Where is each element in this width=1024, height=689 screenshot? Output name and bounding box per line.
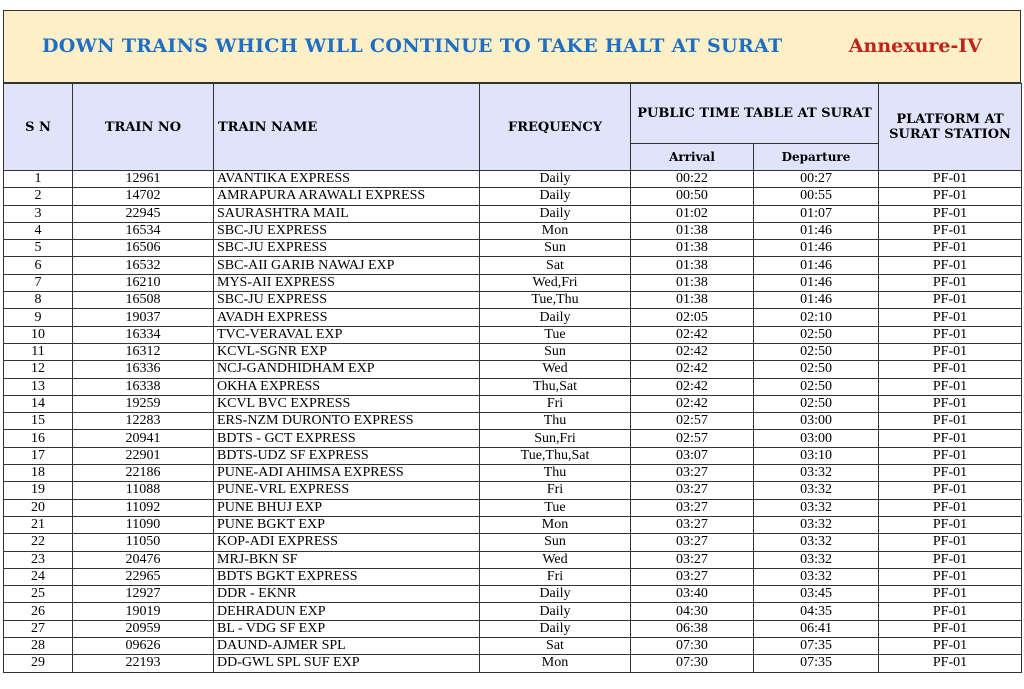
cell-train-no: 22901 [73, 447, 214, 464]
cell-frequency: Sat [480, 257, 631, 274]
cell-train-name: DEHRADUN EXP [214, 603, 480, 620]
cell-train-no: 16534 [73, 222, 214, 239]
table-row [4, 568, 1022, 585]
table-row [4, 378, 1022, 395]
cell-train-name: SAURASHTRA MAIL [214, 205, 480, 222]
cell-departure: 03:32 [754, 516, 879, 533]
table-row [4, 516, 1022, 533]
cell-sn: 25 [4, 586, 73, 603]
table-row [4, 413, 1022, 430]
cell-sn: 27 [4, 620, 73, 637]
cell-departure: 03:32 [754, 568, 879, 585]
cell-arrival: 07:30 [631, 638, 754, 655]
cell-train-name: SBC-JU EXPRESS [214, 240, 480, 257]
cell-train-name: PUNE-ADI AHIMSA EXPRESS [214, 465, 480, 482]
cell-sn: 2 [4, 188, 73, 205]
cell-frequency: Tue,Thu,Sat [480, 447, 631, 464]
cell-train-no: 12961 [73, 171, 214, 188]
cell-arrival: 06:38 [631, 620, 754, 637]
cell-frequency: Thu [480, 465, 631, 482]
cell-train-no: 16334 [73, 326, 214, 343]
cell-platform: PF-01 [879, 326, 1022, 343]
cell-platform: PF-01 [879, 222, 1022, 239]
cell-train-no: 12283 [73, 413, 214, 430]
table-row [4, 205, 1022, 222]
cell-departure: 03:32 [754, 551, 879, 568]
cell-frequency: Sat [480, 638, 631, 655]
cell-arrival: 03:40 [631, 586, 754, 603]
cell-platform: PF-01 [879, 240, 1022, 257]
cell-arrival: 02:42 [631, 361, 754, 378]
cell-sn: 19 [4, 482, 73, 499]
cell-train-name: TVC-VERAVAL EXP [214, 326, 480, 343]
table-row [4, 343, 1022, 360]
cell-train-name: ERS-NZM DURONTO EXPRESS [214, 413, 480, 430]
cell-train-no: 22965 [73, 568, 214, 585]
cell-departure: 03:32 [754, 482, 879, 499]
cell-departure: 03:32 [754, 534, 879, 551]
cell-sn: 13 [4, 378, 73, 395]
cell-frequency: Thu [480, 413, 631, 430]
cell-arrival: 00:22 [631, 171, 754, 188]
cell-frequency: Mon [480, 222, 631, 239]
cell-arrival: 03:27 [631, 551, 754, 568]
cell-train-name: DAUND-AJMER SPL [214, 638, 480, 655]
train-table [3, 83, 1022, 673]
page-title: DOWN TRAINS WHICH WILL CONTINUE TO TAKE HALT AT SURAT [42, 35, 783, 57]
cell-train-no: 19259 [73, 395, 214, 412]
cell-arrival: 03:27 [631, 499, 754, 516]
cell-platform: PF-01 [879, 343, 1022, 360]
cell-departure: 02:50 [754, 378, 879, 395]
cell-train-name: OKHA EXPRESS [214, 378, 480, 395]
cell-departure: 03:32 [754, 465, 879, 482]
cell-frequency: Daily [480, 603, 631, 620]
table-row [4, 361, 1022, 378]
cell-departure: 01:46 [754, 257, 879, 274]
cell-train-name: AVADH EXPRESS [214, 309, 480, 326]
cell-sn: 3 [4, 205, 73, 222]
cell-train-no: 12927 [73, 586, 214, 603]
cell-sn: 6 [4, 257, 73, 274]
cell-platform: PF-01 [879, 292, 1022, 309]
cell-arrival: 03:27 [631, 516, 754, 533]
cell-sn: 29 [4, 655, 73, 672]
cell-frequency: Tue,Thu [480, 292, 631, 309]
cell-departure: 02:50 [754, 361, 879, 378]
cell-platform: PF-01 [879, 586, 1022, 603]
cell-platform: PF-01 [879, 274, 1022, 291]
table-row [4, 447, 1022, 464]
cell-train-no: 22186 [73, 465, 214, 482]
cell-arrival: 02:42 [631, 395, 754, 412]
cell-frequency: Sun,Fri [480, 430, 631, 447]
cell-platform: PF-01 [879, 447, 1022, 464]
table-row [4, 620, 1022, 637]
cell-arrival: 03:27 [631, 482, 754, 499]
table-row [4, 551, 1022, 568]
timetable-sheet [3, 10, 1021, 673]
cell-departure: 03:00 [754, 413, 879, 430]
cell-arrival: 01:02 [631, 205, 754, 222]
cell-platform: PF-01 [879, 655, 1022, 672]
cell-platform: PF-01 [879, 257, 1022, 274]
cell-train-no: 19037 [73, 309, 214, 326]
cell-platform: PF-01 [879, 465, 1022, 482]
cell-sn: 21 [4, 516, 73, 533]
table-row [4, 326, 1022, 343]
cell-departure: 02:50 [754, 343, 879, 360]
cell-platform: PF-01 [879, 378, 1022, 395]
cell-train-name: MYS-AII EXPRESS [214, 274, 480, 291]
cell-train-no: 16338 [73, 378, 214, 395]
cell-departure: 03:10 [754, 447, 879, 464]
cell-sn: 10 [4, 326, 73, 343]
cell-train-no: 16210 [73, 274, 214, 291]
table-row [4, 292, 1022, 309]
cell-arrival: 03:07 [631, 447, 754, 464]
cell-platform: PF-01 [879, 551, 1022, 568]
col-header-departure: Departure [754, 144, 879, 171]
cell-train-name: AMRAPURA ARAWALI EXPRESS [214, 188, 480, 205]
cell-arrival: 01:38 [631, 240, 754, 257]
table-row [4, 638, 1022, 655]
cell-departure: 04:35 [754, 603, 879, 620]
cell-sn: 14 [4, 395, 73, 412]
cell-train-name: PUNE BHUJ EXP [214, 499, 480, 516]
table-row [4, 465, 1022, 482]
cell-train-name: BDTS-UDZ SF EXPRESS [214, 447, 480, 464]
cell-sn: 9 [4, 309, 73, 326]
cell-departure: 01:46 [754, 240, 879, 257]
table-row [4, 171, 1022, 188]
cell-train-name: BDTS - GCT EXPRESS [214, 430, 480, 447]
col-header-frequency: FREQUENCY [480, 84, 631, 171]
cell-train-no: 11092 [73, 499, 214, 516]
cell-departure: 01:07 [754, 205, 879, 222]
cell-train-name: SBC-JU EXPRESS [214, 222, 480, 239]
cell-platform: PF-01 [879, 395, 1022, 412]
table-row [4, 482, 1022, 499]
cell-platform: PF-01 [879, 430, 1022, 447]
cell-arrival: 02:42 [631, 326, 754, 343]
cell-sn: 24 [4, 568, 73, 585]
cell-arrival: 03:27 [631, 568, 754, 585]
cell-frequency: Fri [480, 395, 631, 412]
cell-platform: PF-01 [879, 171, 1022, 188]
table-row [4, 395, 1022, 412]
cell-train-no: 22193 [73, 655, 214, 672]
cell-arrival: 04:30 [631, 603, 754, 620]
cell-train-no: 20959 [73, 620, 214, 637]
cell-departure: 03:32 [754, 499, 879, 516]
cell-departure: 03:00 [754, 430, 879, 447]
cell-departure: 00:55 [754, 188, 879, 205]
cell-frequency: Daily [480, 188, 631, 205]
cell-frequency: Sun [480, 534, 631, 551]
cell-train-name: BL - VDG SF EXP [214, 620, 480, 637]
cell-train-name: NCJ-GANDHIDHAM EXP [214, 361, 480, 378]
cell-frequency: Wed,Fri [480, 274, 631, 291]
cell-frequency: Daily [480, 586, 631, 603]
cell-sn: 23 [4, 551, 73, 568]
table-row [4, 430, 1022, 447]
cell-departure: 07:35 [754, 638, 879, 655]
cell-sn: 16 [4, 430, 73, 447]
table-row [4, 257, 1022, 274]
table-row [4, 274, 1022, 291]
cell-train-name: KOP-ADI EXPRESS [214, 534, 480, 551]
cell-sn: 18 [4, 465, 73, 482]
cell-sn: 22 [4, 534, 73, 551]
col-header-arrival: Arrival [631, 144, 754, 171]
cell-arrival: 01:38 [631, 257, 754, 274]
cell-train-name: KCVL BVC EXPRESS [214, 395, 480, 412]
cell-platform: PF-01 [879, 188, 1022, 205]
cell-train-name: BDTS BGKT EXPRESS [214, 568, 480, 585]
cell-frequency: Tue [480, 326, 631, 343]
cell-sn: 11 [4, 343, 73, 360]
cell-frequency: Tue [480, 499, 631, 516]
col-header-sn: S N [4, 84, 73, 171]
cell-train-name: PUNE-VRL EXPRESS [214, 482, 480, 499]
cell-departure: 00:27 [754, 171, 879, 188]
cell-train-no: 22945 [73, 205, 214, 222]
cell-departure: 02:10 [754, 309, 879, 326]
cell-frequency: Fri [480, 568, 631, 585]
cell-train-no: 11088 [73, 482, 214, 499]
cell-sn: 7 [4, 274, 73, 291]
cell-frequency: Sun [480, 240, 631, 257]
cell-train-no: 11050 [73, 534, 214, 551]
cell-arrival: 02:57 [631, 413, 754, 430]
table-row [4, 655, 1022, 672]
cell-arrival: 02:57 [631, 430, 754, 447]
cell-sn: 15 [4, 413, 73, 430]
cell-departure: 03:45 [754, 586, 879, 603]
table-row [4, 188, 1022, 205]
cell-sn: 8 [4, 292, 73, 309]
table-row [4, 534, 1022, 551]
cell-train-name: SBC-JU EXPRESS [214, 292, 480, 309]
cell-platform: PF-01 [879, 205, 1022, 222]
annexure-label: Annexure-IV [848, 35, 982, 57]
cell-frequency: Sun [480, 343, 631, 360]
cell-train-name: DDR - EKNR [214, 586, 480, 603]
table-row [4, 603, 1022, 620]
cell-frequency: Thu,Sat [480, 378, 631, 395]
cell-sn: 28 [4, 638, 73, 655]
table-row [4, 309, 1022, 326]
cell-departure: 01:46 [754, 274, 879, 291]
cell-sn: 17 [4, 447, 73, 464]
cell-frequency: Mon [480, 655, 631, 672]
cell-platform: PF-01 [879, 620, 1022, 637]
cell-train-no: 09626 [73, 638, 214, 655]
cell-arrival: 01:38 [631, 274, 754, 291]
cell-sn: 5 [4, 240, 73, 257]
cell-train-name: PUNE BGKT EXP [214, 516, 480, 533]
cell-departure: 02:50 [754, 395, 879, 412]
cell-platform: PF-01 [879, 638, 1022, 655]
cell-departure: 01:46 [754, 222, 879, 239]
cell-train-no: 14702 [73, 188, 214, 205]
cell-arrival: 02:42 [631, 378, 754, 395]
cell-train-no: 16336 [73, 361, 214, 378]
cell-arrival: 03:27 [631, 465, 754, 482]
cell-departure: 02:50 [754, 326, 879, 343]
cell-platform: PF-01 [879, 603, 1022, 620]
cell-train-name: SBC-AII GARIB NAWAJ EXP [214, 257, 480, 274]
col-header-platform: PLATFORM AT SURAT STATION [879, 84, 1022, 171]
cell-departure: 07:35 [754, 655, 879, 672]
cell-train-name: DD-GWL SPL SUF EXP [214, 655, 480, 672]
cell-frequency: Daily [480, 620, 631, 637]
col-header-train-no: TRAIN NO [73, 84, 214, 171]
col-header-timetable: PUBLIC TIME TABLE AT SURAT [631, 84, 879, 144]
table-row [4, 586, 1022, 603]
cell-train-name: MRJ-BKN SF [214, 551, 480, 568]
cell-train-no: 16508 [73, 292, 214, 309]
cell-frequency: Wed [480, 361, 631, 378]
cell-sn: 12 [4, 361, 73, 378]
cell-frequency: Daily [480, 205, 631, 222]
cell-train-no: 20476 [73, 551, 214, 568]
table-row [4, 499, 1022, 516]
cell-arrival: 01:38 [631, 292, 754, 309]
cell-sn: 4 [4, 222, 73, 239]
cell-platform: PF-01 [879, 309, 1022, 326]
cell-train-no: 16312 [73, 343, 214, 360]
cell-train-no: 16532 [73, 257, 214, 274]
table-row [4, 240, 1022, 257]
cell-frequency: Daily [480, 171, 631, 188]
cell-frequency: Daily [480, 309, 631, 326]
cell-frequency: Fri [480, 482, 631, 499]
cell-frequency: Mon [480, 516, 631, 533]
cell-train-no: 20941 [73, 430, 214, 447]
cell-arrival: 03:27 [631, 534, 754, 551]
cell-frequency: Wed [480, 551, 631, 568]
cell-sn: 20 [4, 499, 73, 516]
cell-arrival: 07:30 [631, 655, 754, 672]
cell-train-name: AVANTIKA EXPRESS [214, 171, 480, 188]
cell-platform: PF-01 [879, 534, 1022, 551]
cell-train-name: KCVL-SGNR EXP [214, 343, 480, 360]
table-body [4, 171, 1022, 673]
cell-departure: 01:46 [754, 292, 879, 309]
cell-arrival: 01:38 [631, 222, 754, 239]
cell-sn: 26 [4, 603, 73, 620]
cell-train-no: 16506 [73, 240, 214, 257]
col-header-train-name: TRAIN NAME [214, 84, 480, 171]
cell-platform: PF-01 [879, 413, 1022, 430]
cell-train-no: 11090 [73, 516, 214, 533]
cell-platform: PF-01 [879, 516, 1022, 533]
cell-platform: PF-01 [879, 361, 1022, 378]
cell-arrival: 02:05 [631, 309, 754, 326]
table-row [4, 222, 1022, 239]
cell-platform: PF-01 [879, 499, 1022, 516]
cell-departure: 06:41 [754, 620, 879, 637]
cell-arrival: 02:42 [631, 343, 754, 360]
cell-arrival: 00:50 [631, 188, 754, 205]
cell-platform: PF-01 [879, 482, 1022, 499]
cell-platform: PF-01 [879, 568, 1022, 585]
cell-train-no: 19019 [73, 603, 214, 620]
title-bar [3, 10, 1021, 83]
cell-sn: 1 [4, 171, 73, 188]
